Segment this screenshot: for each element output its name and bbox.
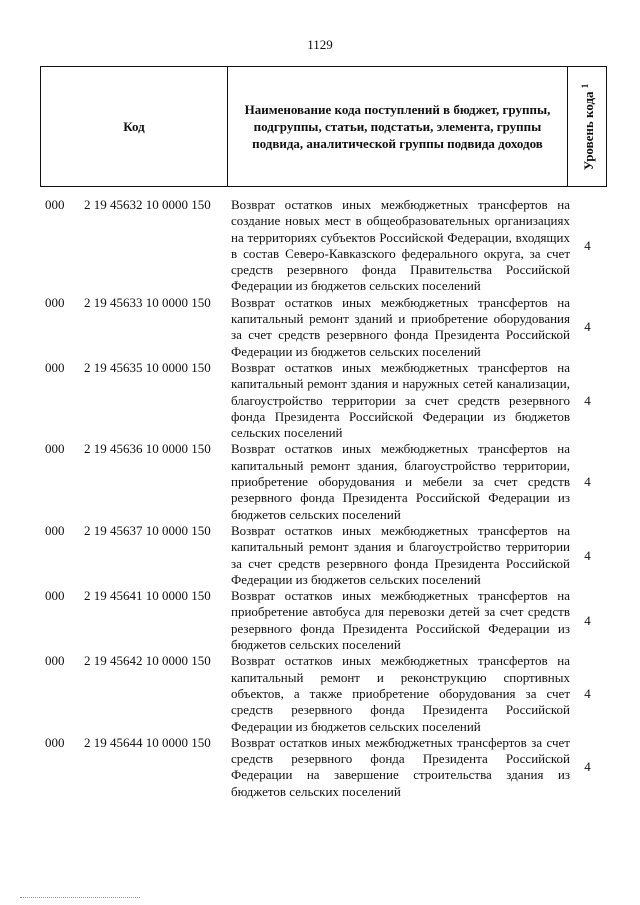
header-level-footnote: 1 [579, 83, 590, 88]
page-number: 1129 [307, 37, 333, 52]
row-name: Возврат остатков иных межбюджетных трансфертов за счет средств резервного фонда Президента Российской Федерации на завершение строительства здания из бюджетов сельских поселений [231, 734, 570, 799]
row-level: 4 [584, 612, 591, 628]
row-level: 4 [584, 547, 591, 563]
row-level: 4 [584, 392, 591, 408]
row-code: 2 19 45636 10 0000 150 [84, 441, 211, 457]
table-row [45, 523, 605, 588]
table-row [45, 735, 605, 800]
header-code-cell [41, 67, 228, 187]
row-level: 4 [584, 319, 591, 335]
row-name: Возврат остатков иных межбюджетных трансфертов на капитальный ремонт здания, благоустройство территории, приобретение оборудования и мебели за счет средств резервного фонда Президента Российской Федерации из бюджетов сельских поселений [231, 441, 570, 522]
header-code-label: Код [123, 119, 145, 134]
table-row [45, 197, 605, 295]
row-prefix: 000 [45, 197, 65, 212]
row-code: 2 19 45632 10 0000 150 [84, 197, 211, 212]
table-row [45, 653, 605, 734]
table-row [45, 360, 605, 441]
scan-artifact-line [20, 897, 140, 901]
row-prefix: 000 [45, 588, 65, 604]
row-prefix: 000 [45, 734, 65, 750]
row-prefix: 000 [45, 359, 65, 375]
row-code: 2 19 45644 10 0000 150 [84, 734, 211, 750]
row-prefix: 000 [45, 522, 65, 538]
row-name: Возврат остатков иных межбюджетных трансфертов на приобретение автобуса для перевозки детей за счет средств резервного фонда Президента Российской Федерации из бюджетов сельских поселений [231, 588, 570, 653]
table-row [45, 441, 605, 522]
row-code: 2 19 45642 10 0000 150 [84, 653, 211, 669]
row-prefix: 000 [45, 294, 65, 310]
row-level: 4 [584, 759, 591, 775]
table-row [45, 588, 605, 653]
header-level-label: Уровень кода [581, 90, 597, 170]
row-code: 2 19 45635 10 0000 150 [84, 359, 211, 375]
header-level-cell [568, 67, 607, 187]
header-level-rotated [577, 83, 597, 170]
row-name: Возврат остатков иных межбюджетных трансфертов на капитальный ремонт здания и благоустройство территории за счет средств резервного фонда Президента Российской Федерации из бюджетов сельских поселений [231, 522, 570, 587]
code-rows [45, 197, 605, 800]
row-name: Возврат остатков иных межбюджетных трансфертов на создание новых мест в общеобразовательных организациях на территориях субъектов Российской Федерации, входящих в состав Северо-Кавказского федерального округа, за счет средств резервного фонда Правительства Российской Федерации из бюджетов сельских поселений [231, 197, 570, 294]
row-prefix: 000 [45, 653, 65, 669]
row-code: 2 19 45637 10 0000 150 [84, 522, 211, 538]
row-name: Возврат остатков иных межбюджетных трансфертов на капитальный ремонт здания и наружных сетей канализации, благоустройство территории за счет средств резервного фонда Президента Российской Федерации из бюджетов сельских поселений [231, 359, 570, 441]
header-name-label: Наименование кода поступлений в бюджет, группы, подгруппы, статьи, подстатьи, элемента, группы подвида, аналитической группы подвида доходов [244, 102, 551, 151]
table-header [40, 66, 607, 187]
row-name: Возврат остатков иных межбюджетных трансфертов на капитальный ремонт и реконструкцию спортивных объектов, а также приобретение оборудования за счет средств резервного фонда Президента Российской Федерации из бюджетов сельских поселений [231, 653, 570, 734]
row-name: Возврат остатков иных межбюджетных трансфертов на капитальный ремонт зданий и приобретение оборудования за счет средств резервного фонда Президента Российской Федерации из бюджетов сельских поселений [231, 294, 570, 359]
row-level: 4 [584, 686, 591, 702]
row-level: 4 [584, 474, 591, 490]
row-code: 2 19 45641 10 0000 150 [84, 588, 211, 604]
table-row [45, 295, 605, 360]
row-code: 2 19 45633 10 0000 150 [84, 294, 211, 310]
row-level: 4 [584, 237, 591, 253]
row-prefix: 000 [45, 441, 65, 457]
header-name-cell [228, 67, 568, 187]
